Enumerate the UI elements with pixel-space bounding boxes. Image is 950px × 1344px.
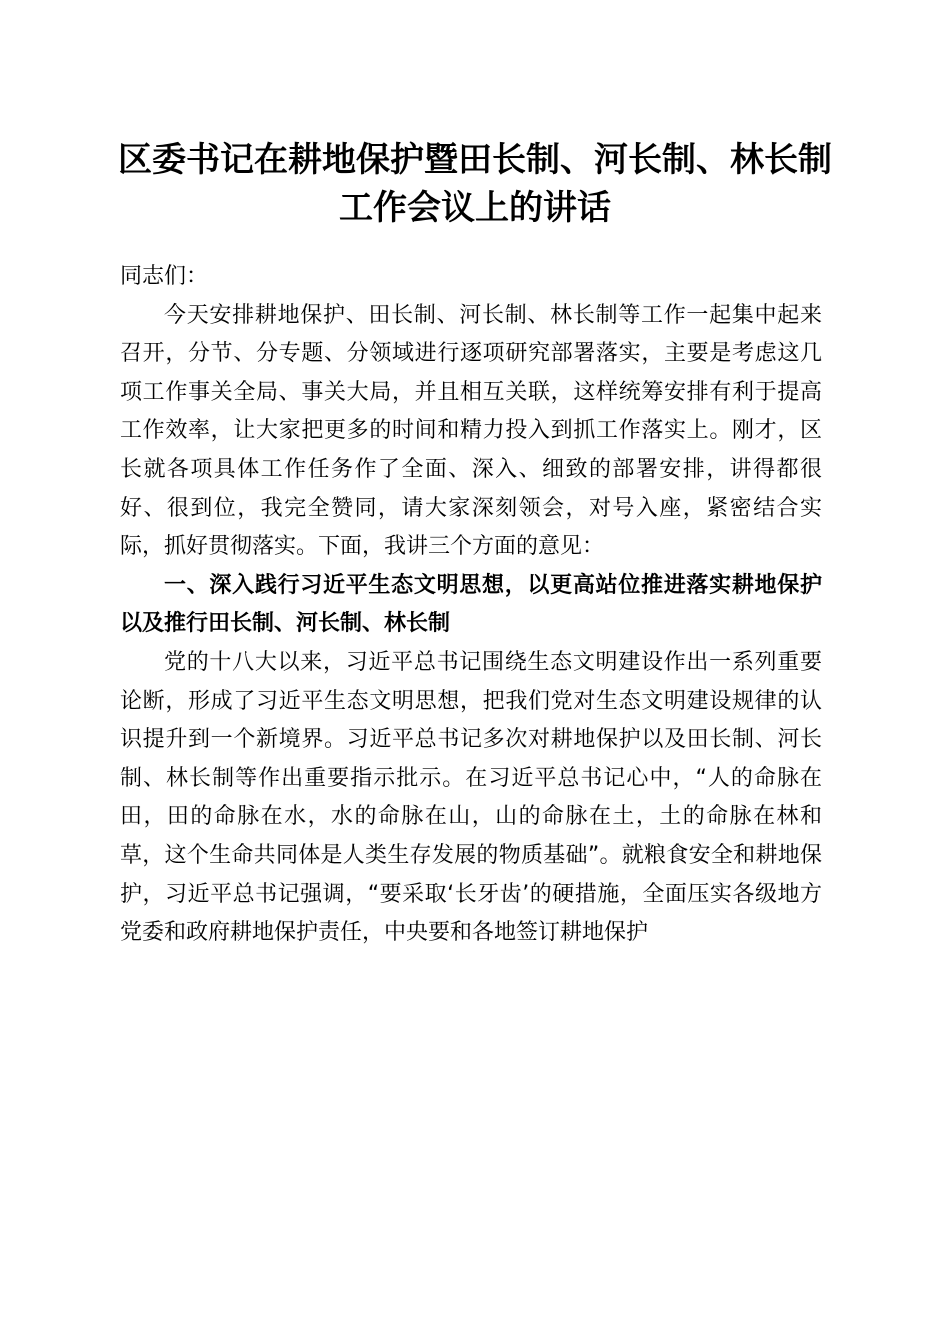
paragraph-section-1: 党的十八大以来，习近平总书记围绕生态文明建设作出一系列重要论断，形成了习近平生态文明思想，把我们党对生态文明建设规律的认识提升到一个新境界。习近平总书记多次对耕地保护以及田长制、河长制、林长制等作出重要指示批示。在习近平总书记心中，“人的命脉在田，田的命脉在水，水的命脉在山，山的命脉在土，土的命脉在林和草，这个生命共同体是人类生存发展的物质基础”。就粮食安全和耕地保护，习近平总书记强调，“要采取‘长牙齿’的硬措施，全面压实各级地方党委和政府耕地保护责任，中央要和各地签订耕地保护 xyxy=(120,649,822,946)
document-title: 区委书记在耕地保护暨田长制、河长制、林长制工作会议上的讲话 xyxy=(118,140,832,228)
salutation: 同志们： xyxy=(120,264,209,289)
section-heading-1: 一、深入践行习近平生态文明思想，以更高站位推进落实耕地保护以及推行田长制、河长制、林长制 xyxy=(120,572,822,637)
paragraph-intro: 今天安排耕地保护、田长制、河长制、林长制等工作一起集中起来召开，分节、分专题、分领域进行逐项研究部署落实，主要是考虑这几项工作事关全局、事关大局，并且相互关联，这样统筹安排有利于提高工作效率，让大家把更多的时间和精力投入到抓工作落实上。刚才，区长就各项具体工作任务作了全面、深入、细致的部署安排，讲得都很好、很到位，我完全赞同，请大家深刻领会，对号入座，紧密结合实际，抓好贯彻落实。下面，我讲三个方面的意见： xyxy=(120,302,822,560)
document-body xyxy=(120,258,822,953)
